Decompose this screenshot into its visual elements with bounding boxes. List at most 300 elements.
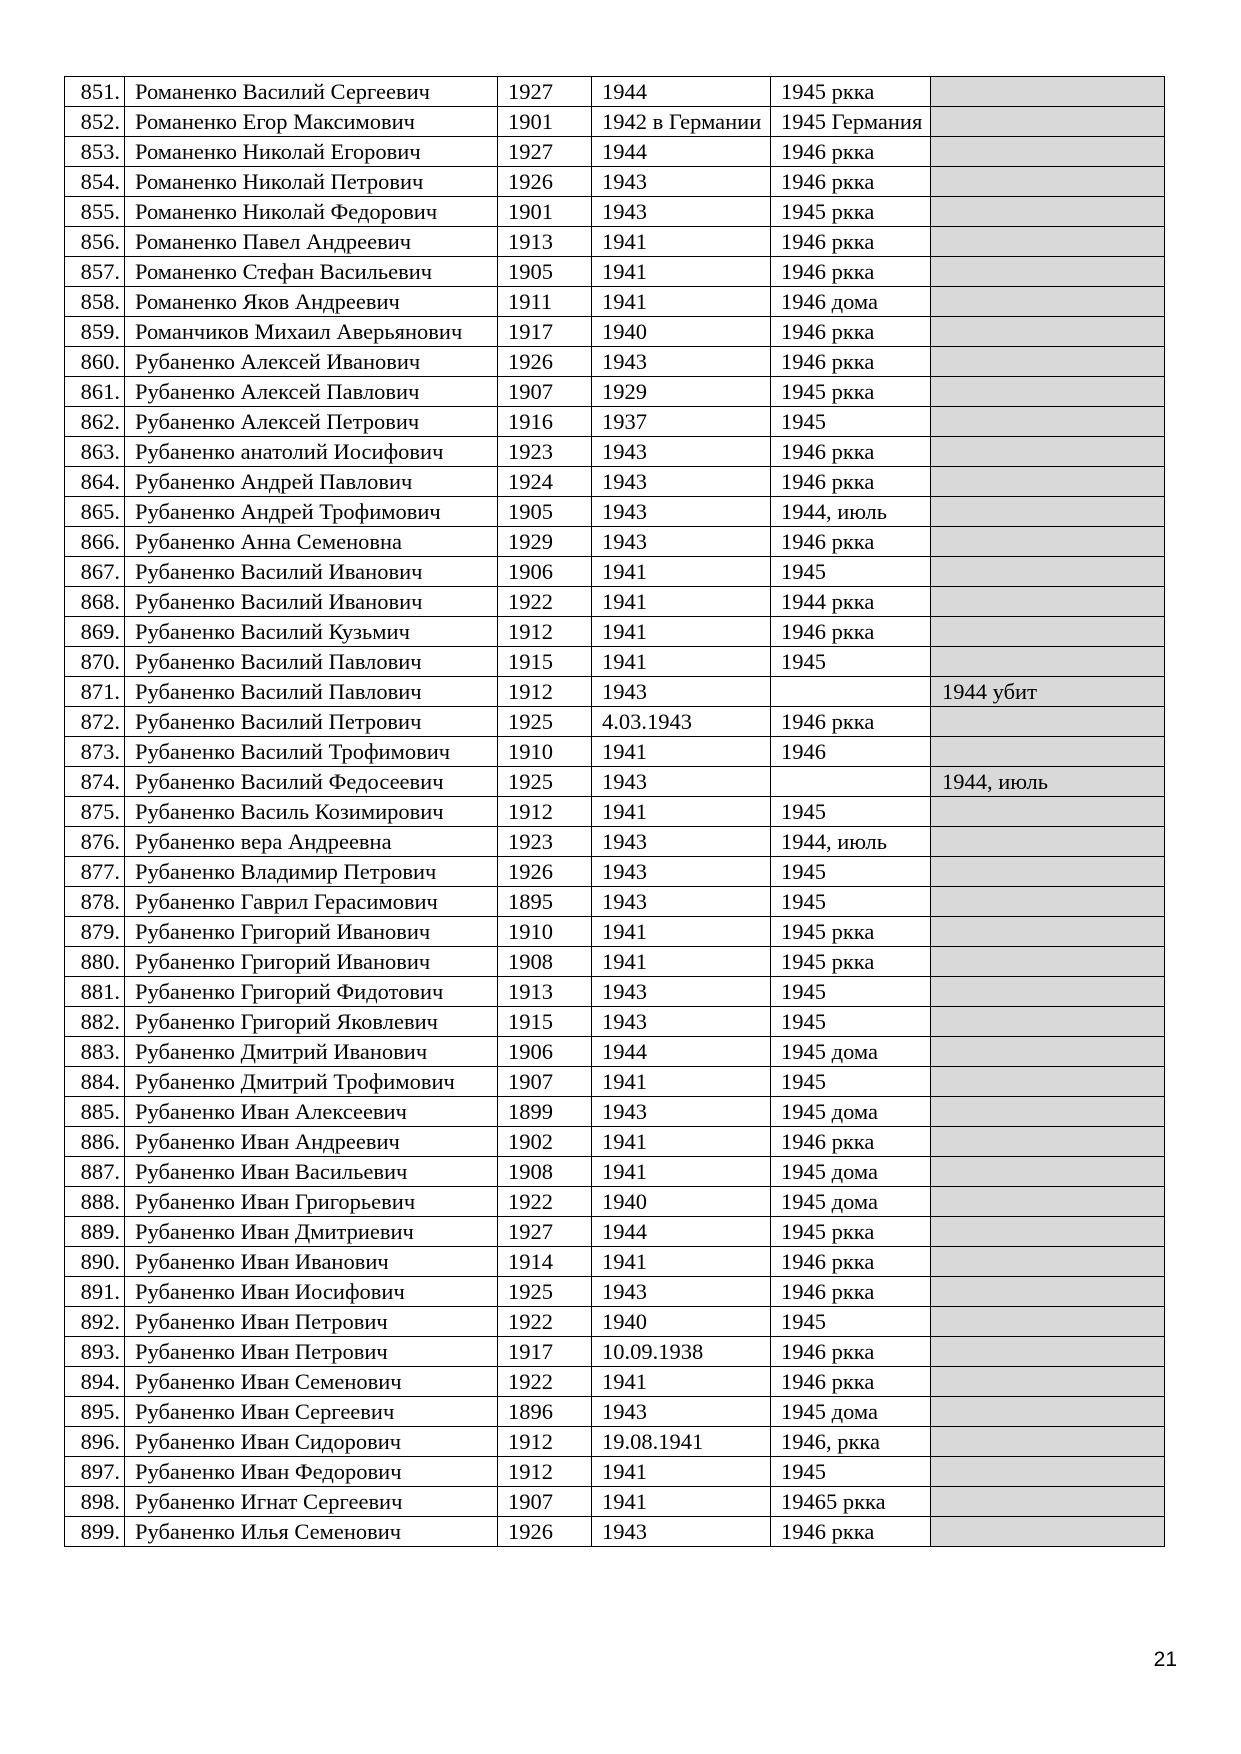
remark-cell bbox=[931, 407, 1165, 437]
birth-year: 1922 bbox=[498, 1187, 592, 1217]
birth-year: 1902 bbox=[498, 1127, 592, 1157]
return-info bbox=[771, 677, 931, 707]
birth-year: 1912 bbox=[498, 797, 592, 827]
table-row bbox=[65, 617, 1165, 647]
person-name: Романенко Николай Петрович bbox=[125, 167, 498, 197]
row-number: 854. bbox=[65, 167, 125, 197]
return-info: 1946 ркка bbox=[771, 1337, 931, 1367]
return-info: 1945 bbox=[771, 1067, 931, 1097]
return-info: 1945 дома bbox=[771, 1187, 931, 1217]
remark-cell bbox=[931, 947, 1165, 977]
return-info: 1946 bbox=[771, 737, 931, 767]
return-info: 1945 bbox=[771, 887, 931, 917]
table-row bbox=[65, 1337, 1165, 1367]
remark-cell bbox=[931, 857, 1165, 887]
return-info: 1945 bbox=[771, 857, 931, 887]
conscription-date: 1943 bbox=[592, 1097, 771, 1127]
remark-cell bbox=[931, 797, 1165, 827]
remark-cell bbox=[931, 1457, 1165, 1487]
return-info: 1946 ркка bbox=[771, 167, 931, 197]
return-info: 19465 ркка bbox=[771, 1487, 931, 1517]
person-name: Рубаненко Алексей Иванович bbox=[125, 347, 498, 377]
row-number: 872. bbox=[65, 707, 125, 737]
person-name: Романчиков Михаил Аверьянович bbox=[125, 317, 498, 347]
birth-year: 1925 bbox=[498, 767, 592, 797]
conscription-date: 1941 bbox=[592, 1367, 771, 1397]
table-row bbox=[65, 1127, 1165, 1157]
birth-year: 1922 bbox=[498, 587, 592, 617]
conscription-date: 1944 bbox=[592, 1217, 771, 1247]
remark-cell bbox=[931, 1517, 1165, 1547]
remark-cell bbox=[931, 1307, 1165, 1337]
person-name: Рубаненко Василий Иванович bbox=[125, 557, 498, 587]
person-name: Рубаненко Василий Павлович bbox=[125, 677, 498, 707]
remark-cell bbox=[931, 917, 1165, 947]
table-row bbox=[65, 1217, 1165, 1247]
person-name: Рубаненко Алексей Павлович bbox=[125, 377, 498, 407]
row-number: 876. bbox=[65, 827, 125, 857]
remark-cell bbox=[931, 107, 1165, 137]
person-name: Рубаненко Дмитрий Трофимович bbox=[125, 1067, 498, 1097]
remark-cell bbox=[931, 587, 1165, 617]
table-row bbox=[65, 1307, 1165, 1337]
person-name: Рубаненко Анна Семеновна bbox=[125, 527, 498, 557]
table-row bbox=[65, 1367, 1165, 1397]
person-name: Рубаненко Василий Павлович bbox=[125, 647, 498, 677]
table-row bbox=[65, 1487, 1165, 1517]
remark-cell bbox=[931, 887, 1165, 917]
remark-cell bbox=[931, 257, 1165, 287]
birth-year: 1912 bbox=[498, 1457, 592, 1487]
birth-year: 1925 bbox=[498, 707, 592, 737]
return-info: 1945 Германия bbox=[771, 107, 931, 137]
row-number: 870. bbox=[65, 647, 125, 677]
table-row bbox=[65, 1157, 1165, 1187]
remark-cell bbox=[931, 77, 1165, 107]
table-row bbox=[65, 497, 1165, 527]
row-number: 852. bbox=[65, 107, 125, 137]
birth-year: 1905 bbox=[498, 257, 592, 287]
conscription-date: 1941 bbox=[592, 797, 771, 827]
table-row bbox=[65, 917, 1165, 947]
birth-year: 1929 bbox=[498, 527, 592, 557]
person-name: Романенко Николай Федорович bbox=[125, 197, 498, 227]
remark-cell bbox=[931, 1067, 1165, 1097]
remark-cell bbox=[931, 1247, 1165, 1277]
return-info: 1946 ркка bbox=[771, 137, 931, 167]
conscription-date: 1941 bbox=[592, 1247, 771, 1277]
person-name: Рубаненко Василий Иванович bbox=[125, 587, 498, 617]
table-row bbox=[65, 527, 1165, 557]
conscription-date: 1941 bbox=[592, 287, 771, 317]
return-info: 1946 ркка bbox=[771, 467, 931, 497]
birth-year: 1917 bbox=[498, 1337, 592, 1367]
birth-year: 1905 bbox=[498, 497, 592, 527]
records-table bbox=[64, 76, 1165, 1547]
row-number: 899. bbox=[65, 1517, 125, 1547]
return-info: 1945 дома bbox=[771, 1097, 931, 1127]
remark-cell: 1944, июль bbox=[931, 767, 1165, 797]
birth-year: 1906 bbox=[498, 557, 592, 587]
birth-year: 1922 bbox=[498, 1367, 592, 1397]
table-row bbox=[65, 887, 1165, 917]
remark-cell: 1944 убит bbox=[931, 677, 1165, 707]
conscription-date: 1940 bbox=[592, 1187, 771, 1217]
return-info bbox=[771, 767, 931, 797]
birth-year: 1927 bbox=[498, 77, 592, 107]
table-row bbox=[65, 317, 1165, 347]
birth-year: 1914 bbox=[498, 1247, 592, 1277]
row-number: 860. bbox=[65, 347, 125, 377]
birth-year: 1906 bbox=[498, 1037, 592, 1067]
person-name: Рубаненко Иван Петрович bbox=[125, 1337, 498, 1367]
birth-year: 1916 bbox=[498, 407, 592, 437]
conscription-date: 1943 bbox=[592, 467, 771, 497]
return-info: 1945 ркка bbox=[771, 77, 931, 107]
conscription-date: 1941 bbox=[592, 227, 771, 257]
row-number: 859. bbox=[65, 317, 125, 347]
person-name: Рубаненко Владимир Петрович bbox=[125, 857, 498, 887]
remark-cell bbox=[931, 167, 1165, 197]
person-name: Рубаненко Иван Григорьевич bbox=[125, 1187, 498, 1217]
remark-cell bbox=[931, 1127, 1165, 1157]
conscription-date: 1944 bbox=[592, 137, 771, 167]
return-info: 1946 ркка bbox=[771, 1277, 931, 1307]
table-row bbox=[65, 677, 1165, 707]
remark-cell bbox=[931, 137, 1165, 167]
return-info: 1945 bbox=[771, 1307, 931, 1337]
row-number: 898. bbox=[65, 1487, 125, 1517]
conscription-date: 1941 bbox=[592, 1457, 771, 1487]
row-number: 877. bbox=[65, 857, 125, 887]
person-name: Романенко Павел Андреевич bbox=[125, 227, 498, 257]
birth-year: 1924 bbox=[498, 467, 592, 497]
table-row bbox=[65, 377, 1165, 407]
person-name: Рубаненко анатолий Иосифович bbox=[125, 437, 498, 467]
conscription-date: 1943 bbox=[592, 1517, 771, 1547]
conscription-date: 1943 bbox=[592, 347, 771, 377]
conscription-date: 1941 bbox=[592, 1127, 771, 1157]
return-info: 1946 ркка bbox=[771, 1127, 931, 1157]
conscription-date: 1944 bbox=[592, 1037, 771, 1067]
row-number: 897. bbox=[65, 1457, 125, 1487]
table-row bbox=[65, 1097, 1165, 1127]
conscription-date: 1929 bbox=[592, 377, 771, 407]
row-number: 851. bbox=[65, 77, 125, 107]
row-number: 874. bbox=[65, 767, 125, 797]
page-number: 21 bbox=[1153, 1648, 1177, 1671]
return-info: 1944, июль bbox=[771, 827, 931, 857]
person-name: Рубаненко Василий Петрович bbox=[125, 707, 498, 737]
row-number: 875. bbox=[65, 797, 125, 827]
table-row bbox=[65, 707, 1165, 737]
birth-year: 1907 bbox=[498, 1487, 592, 1517]
row-number: 889. bbox=[65, 1217, 125, 1247]
row-number: 869. bbox=[65, 617, 125, 647]
row-number: 861. bbox=[65, 377, 125, 407]
birth-year: 1923 bbox=[498, 437, 592, 467]
birth-year: 1923 bbox=[498, 827, 592, 857]
remark-cell bbox=[931, 1337, 1165, 1367]
row-number: 856. bbox=[65, 227, 125, 257]
row-number: 894. bbox=[65, 1367, 125, 1397]
row-number: 867. bbox=[65, 557, 125, 587]
conscription-date: 1943 bbox=[592, 887, 771, 917]
table-row bbox=[65, 287, 1165, 317]
birth-year: 1915 bbox=[498, 1007, 592, 1037]
conscription-date: 1943 bbox=[592, 1277, 771, 1307]
remark-cell bbox=[931, 737, 1165, 767]
return-info: 1946 ркка bbox=[771, 317, 931, 347]
person-name: Рубаненко Иван Дмитриевич bbox=[125, 1217, 498, 1247]
return-info: 1946 ркка bbox=[771, 707, 931, 737]
person-name: Рубаненко Иван Иосифович bbox=[125, 1277, 498, 1307]
birth-year: 1908 bbox=[498, 947, 592, 977]
remark-cell bbox=[931, 647, 1165, 677]
return-info: 1945 ркка bbox=[771, 917, 931, 947]
person-name: Рубаненко Василий Федосеевич bbox=[125, 767, 498, 797]
remark-cell bbox=[931, 1277, 1165, 1307]
birth-year: 1927 bbox=[498, 137, 592, 167]
remark-cell bbox=[931, 1397, 1165, 1427]
table-row bbox=[65, 767, 1165, 797]
row-number: 896. bbox=[65, 1427, 125, 1457]
conscription-date: 1941 bbox=[592, 587, 771, 617]
table-row bbox=[65, 257, 1165, 287]
remark-cell bbox=[931, 1007, 1165, 1037]
person-name: Рубаненко Иван Федорович bbox=[125, 1457, 498, 1487]
conscription-date: 1943 bbox=[592, 167, 771, 197]
birth-year: 1896 bbox=[498, 1397, 592, 1427]
table-row bbox=[65, 347, 1165, 377]
person-name: Рубаненко Василий Трофимович bbox=[125, 737, 498, 767]
person-name: Романенко Стефан Васильевич bbox=[125, 257, 498, 287]
person-name: Рубаненко Иван Сидорович bbox=[125, 1427, 498, 1457]
person-name: Рубаненко Григорий Яковлевич bbox=[125, 1007, 498, 1037]
table-row bbox=[65, 1427, 1165, 1457]
row-number: 866. bbox=[65, 527, 125, 557]
table-row bbox=[65, 797, 1165, 827]
row-number: 855. bbox=[65, 197, 125, 227]
return-info: 1946 ркка bbox=[771, 1517, 931, 1547]
return-info: 1945 ркка bbox=[771, 1217, 931, 1247]
table-row bbox=[65, 1067, 1165, 1097]
remark-cell bbox=[931, 1157, 1165, 1187]
person-name: Рубаненко Иван Сергеевич bbox=[125, 1397, 498, 1427]
remark-cell bbox=[931, 1367, 1165, 1397]
conscription-date: 1943 bbox=[592, 497, 771, 527]
row-number: 885. bbox=[65, 1097, 125, 1127]
remark-cell bbox=[931, 1187, 1165, 1217]
row-number: 873. bbox=[65, 737, 125, 767]
person-name: Рубаненко Андрей Трофимович bbox=[125, 497, 498, 527]
person-name: Романенко Николай Егорович bbox=[125, 137, 498, 167]
remark-cell bbox=[931, 527, 1165, 557]
remark-cell bbox=[931, 827, 1165, 857]
conscription-date: 1943 bbox=[592, 527, 771, 557]
return-info: 1946 ркка bbox=[771, 527, 931, 557]
row-number: 871. bbox=[65, 677, 125, 707]
return-info: 1945 bbox=[771, 977, 931, 1007]
conscription-date: 1941 bbox=[592, 737, 771, 767]
person-name: Рубаненко Иван Иванович bbox=[125, 1247, 498, 1277]
birth-year: 1907 bbox=[498, 1067, 592, 1097]
row-number: 891. bbox=[65, 1277, 125, 1307]
row-number: 879. bbox=[65, 917, 125, 947]
remark-cell bbox=[931, 977, 1165, 1007]
table-row bbox=[65, 107, 1165, 137]
remark-cell bbox=[931, 227, 1165, 257]
remark-cell bbox=[931, 317, 1165, 347]
conscription-date: 1943 bbox=[592, 977, 771, 1007]
records-body bbox=[65, 77, 1165, 1547]
remark-cell bbox=[931, 1487, 1165, 1517]
return-info: 1945 дома bbox=[771, 1037, 931, 1067]
birth-year: 1908 bbox=[498, 1157, 592, 1187]
birth-year: 1913 bbox=[498, 227, 592, 257]
row-number: 858. bbox=[65, 287, 125, 317]
row-number: 895. bbox=[65, 1397, 125, 1427]
row-number: 886. bbox=[65, 1127, 125, 1157]
table-row bbox=[65, 467, 1165, 497]
remark-cell bbox=[931, 377, 1165, 407]
birth-year: 1913 bbox=[498, 977, 592, 1007]
birth-year: 1907 bbox=[498, 377, 592, 407]
table-row bbox=[65, 407, 1165, 437]
table-row bbox=[65, 227, 1165, 257]
table-row bbox=[65, 977, 1165, 1007]
conscription-date: 4.03.1943 bbox=[592, 707, 771, 737]
row-number: 893. bbox=[65, 1337, 125, 1367]
conscription-date: 1941 bbox=[592, 917, 771, 947]
row-number: 863. bbox=[65, 437, 125, 467]
row-number: 862. bbox=[65, 407, 125, 437]
birth-year: 1925 bbox=[498, 1277, 592, 1307]
person-name: Рубаненко Гаврил Герасимович bbox=[125, 887, 498, 917]
table-row bbox=[65, 947, 1165, 977]
birth-year: 1912 bbox=[498, 1427, 592, 1457]
row-number: 864. bbox=[65, 467, 125, 497]
conscription-date: 1943 bbox=[592, 827, 771, 857]
table-row bbox=[65, 827, 1165, 857]
birth-year: 1899 bbox=[498, 1097, 592, 1127]
conscription-date: 1941 bbox=[592, 1157, 771, 1187]
conscription-date: 10.09.1938 bbox=[592, 1337, 771, 1367]
table-row bbox=[65, 1277, 1165, 1307]
conscription-date: 1941 bbox=[592, 947, 771, 977]
return-info: 1944, июль bbox=[771, 497, 931, 527]
remark-cell bbox=[931, 557, 1165, 587]
birth-year: 1912 bbox=[498, 677, 592, 707]
remark-cell bbox=[931, 197, 1165, 227]
table-row bbox=[65, 737, 1165, 767]
return-info: 1945 ркка bbox=[771, 197, 931, 227]
conscription-date: 1937 bbox=[592, 407, 771, 437]
row-number: 887. bbox=[65, 1157, 125, 1187]
person-name: Рубаненко Григорий Фидотович bbox=[125, 977, 498, 1007]
birth-year: 1901 bbox=[498, 107, 592, 137]
conscription-date: 1943 bbox=[592, 857, 771, 887]
table-row bbox=[65, 437, 1165, 467]
return-info: 1946, ркка bbox=[771, 1427, 931, 1457]
remark-cell bbox=[931, 1217, 1165, 1247]
remark-cell bbox=[931, 617, 1165, 647]
conscription-date: 1942 в Германии bbox=[592, 107, 771, 137]
row-number: 888. bbox=[65, 1187, 125, 1217]
table-row bbox=[65, 1457, 1165, 1487]
birth-year: 1910 bbox=[498, 917, 592, 947]
remark-cell bbox=[931, 467, 1165, 497]
return-info: 1946 ркка bbox=[771, 437, 931, 467]
conscription-date: 1941 bbox=[592, 1067, 771, 1097]
table-row bbox=[65, 1007, 1165, 1037]
return-info: 1946 ркка bbox=[771, 1247, 931, 1277]
remark-cell bbox=[931, 287, 1165, 317]
return-info: 1946 ркка bbox=[771, 347, 931, 377]
birth-year: 1927 bbox=[498, 1217, 592, 1247]
conscription-date: 1941 bbox=[592, 1487, 771, 1517]
table-row bbox=[65, 77, 1165, 107]
return-info: 1946 ркка bbox=[771, 227, 931, 257]
remark-cell bbox=[931, 497, 1165, 527]
row-number: 880. bbox=[65, 947, 125, 977]
row-number: 890. bbox=[65, 1247, 125, 1277]
return-info: 1946 ркка bbox=[771, 1367, 931, 1397]
return-info: 1945 bbox=[771, 557, 931, 587]
row-number: 882. bbox=[65, 1007, 125, 1037]
person-name: Рубаненко Иван Петрович bbox=[125, 1307, 498, 1337]
birth-year: 1926 bbox=[498, 167, 592, 197]
person-name: Рубаненко Григорий Иванович bbox=[125, 947, 498, 977]
birth-year: 1911 bbox=[498, 287, 592, 317]
table-row bbox=[65, 137, 1165, 167]
table-row bbox=[65, 167, 1165, 197]
return-info: 1945 bbox=[771, 797, 931, 827]
person-name: Рубаненко Иван Алексеевич bbox=[125, 1097, 498, 1127]
return-info: 1945 bbox=[771, 1457, 931, 1487]
row-number: 892. bbox=[65, 1307, 125, 1337]
table-row bbox=[65, 1037, 1165, 1067]
conscription-date: 1943 bbox=[592, 1397, 771, 1427]
birth-year: 1895 bbox=[498, 887, 592, 917]
return-info: 1946 ркка bbox=[771, 257, 931, 287]
table-row bbox=[65, 647, 1165, 677]
person-name: Рубаненко Василий Кузьмич bbox=[125, 617, 498, 647]
conscription-date: 1941 bbox=[592, 557, 771, 587]
birth-year: 1910 bbox=[498, 737, 592, 767]
birth-year: 1922 bbox=[498, 1307, 592, 1337]
return-info: 1945 bbox=[771, 647, 931, 677]
row-number: 883. bbox=[65, 1037, 125, 1067]
return-info: 1945 bbox=[771, 407, 931, 437]
birth-year: 1915 bbox=[498, 647, 592, 677]
person-name: Рубаненко Игнат Сергеевич bbox=[125, 1487, 498, 1517]
person-name: Романенко Яков Андреевич bbox=[125, 287, 498, 317]
conscription-date: 1940 bbox=[592, 1307, 771, 1337]
return-info: 1945 ркка bbox=[771, 947, 931, 977]
conscription-date: 1943 bbox=[592, 767, 771, 797]
table-row bbox=[65, 1397, 1165, 1427]
remark-cell bbox=[931, 1037, 1165, 1067]
conscription-date: 1940 bbox=[592, 317, 771, 347]
row-number: 868. bbox=[65, 587, 125, 617]
conscription-date: 1943 bbox=[592, 1007, 771, 1037]
conscription-date: 1943 bbox=[592, 677, 771, 707]
return-info: 1945 bbox=[771, 1007, 931, 1037]
row-number: 857. bbox=[65, 257, 125, 287]
person-name: Рубаненко Иван Семенович bbox=[125, 1367, 498, 1397]
table-row bbox=[65, 197, 1165, 227]
